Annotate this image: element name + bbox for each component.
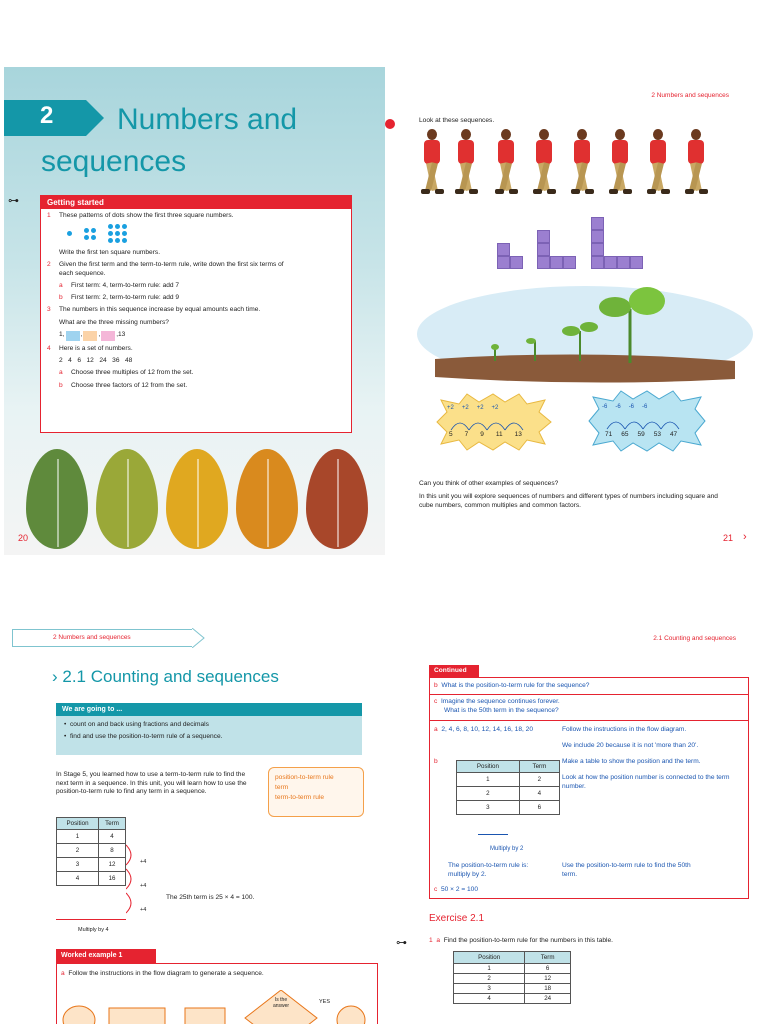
part-a-answer: a 2, 4, 6, 8, 10, 12, 14, 16, 18, 20 (434, 726, 533, 733)
running-head-tab (12, 629, 192, 647)
part-b-question: b What is the position-to-term rule for the sequence? (434, 682, 590, 689)
table-row: 3 12 (57, 858, 126, 872)
chapter-opener-spread (4, 67, 764, 555)
unit-intro: In this unit you will explore sequences of numbers and different types of numbers including square and cube numbers, common multiples and common factors. (419, 493, 718, 509)
we-are-going-to-box (56, 703, 362, 755)
table-row: 1 4 (57, 830, 126, 844)
part-letter: b (59, 381, 63, 389)
rule-answer: The position-to-term rule is: multiply by 2. (448, 862, 529, 878)
part-text: Choose three factors of 12 from the set. (71, 381, 188, 389)
table-row: 3 6 (457, 801, 560, 815)
missing-numbers-row: 1, , , ,13 (47, 331, 345, 341)
question-text: What are the three missing numbers? (59, 318, 169, 326)
question-text: The numbers in this sequence increase by equal amounts each time. (59, 306, 261, 314)
part-c-question: c Imagine the sequence continues forever. What is the 50th term in the sequence? (434, 698, 560, 714)
note: Make a table to show the position and the term. (562, 758, 701, 765)
step-labels: +4 +4 +4 (140, 859, 147, 913)
table-row: 1 2 (457, 773, 560, 787)
record-icon (385, 119, 395, 129)
leaf (236, 449, 298, 549)
objective-item: • find and use the position-to-term rule of a sequence. (64, 732, 223, 740)
running-head: 2 Numbers and sequences (651, 92, 729, 99)
lesson-left-page (4, 611, 384, 1024)
section-title: › 2.1 Counting and sequences (52, 667, 279, 686)
question-text: Can you think of other examples of sequences? (419, 480, 559, 487)
step-arcs (126, 841, 140, 915)
chapter-opener-right-page (385, 67, 764, 555)
plus-sequence-numbers: 5 7 9 11 13 (449, 431, 522, 438)
part-text: First term: 2, term-to-term rule: add 9 (71, 294, 180, 302)
q-number: 3 (47, 306, 51, 314)
blank-box (83, 331, 97, 341)
exercise-title: Exercise 2.1 (429, 913, 485, 924)
leaf (166, 449, 228, 549)
plant-growth-illustration (415, 279, 755, 394)
blank-box (101, 331, 115, 341)
key-icon: ⊶ (8, 195, 19, 207)
question-text: Write the first ten square numbers. (59, 249, 161, 257)
leaf (306, 449, 368, 549)
answer-table: Position Term 1 2 2 4 3 6 (456, 760, 560, 815)
running-head: 2 Numbers and sequences (53, 634, 131, 641)
running-head-arrow (192, 628, 206, 648)
exercise-table: Position Term 1 6 2 12 3 18 4 24 (453, 951, 571, 1004)
flow-diagram (61, 990, 371, 1024)
we-are-going-to-heading: We are going to ... (56, 703, 362, 716)
worked-example-box (56, 963, 378, 1024)
worked-example-heading: Worked example 1 (56, 949, 156, 963)
worked-example-part-a: a Follow the instructions in the flow diagram to generate a sequence. (61, 970, 264, 977)
position-term-table: Position Term 1 4 2 8 3 12 4 16 (56, 817, 126, 886)
getting-started-heading: Getting started (41, 196, 351, 209)
rule-note: Use the position-to-term rule to find the 50th term. (562, 862, 691, 878)
arrow-line (478, 834, 508, 835)
chapter-number: 2 (40, 102, 54, 129)
question-text: Given the first term and the term-to-term rule, write down the first six terms of each sequence. (59, 261, 284, 277)
lesson-spread (4, 611, 764, 1024)
part-letter: a (59, 369, 63, 377)
diamond-text: Is the answer (272, 997, 290, 1009)
question-text: Here is a set of numbers. (59, 344, 133, 352)
objective-item: • count on and back using fractions and decimals (64, 721, 209, 728)
blank-box (66, 331, 80, 341)
table-note: The 25th term is 25 × 4 = 100. (166, 894, 255, 901)
autumn-leaves-photo (24, 445, 364, 555)
chapter-title: Numbers and sequences (41, 103, 298, 178)
keyword: term (275, 784, 289, 792)
getting-started-box (40, 195, 352, 433)
keyword: term-to-term rule (275, 794, 325, 802)
intro-paragraph: In Stage 5, you learned how to use a term-to-term rule to find the next term in a sequence. In this unit, you will learn how to use the position-to-term rule to find any term in a sequence. (56, 771, 247, 796)
note: We include 20 because it is not 'more than 20'. (562, 742, 699, 749)
continued-heading: Continued (429, 665, 479, 677)
table-row: 2 12 (454, 974, 571, 984)
keywords-box (268, 767, 364, 817)
starburst-minus-six (585, 389, 709, 453)
minus-steps: -6 -6 -6 -6 (602, 404, 648, 410)
page-number-right: 21 (723, 533, 734, 543)
continued-box (429, 677, 749, 899)
q-number: 4 (47, 344, 51, 352)
yes-label: YES (319, 999, 331, 1005)
number-set: 2 4 6 12 24 36 48 (59, 357, 133, 365)
look-text: Look at these sequences. (419, 117, 495, 124)
key-icon: ⊶ (396, 937, 407, 949)
arrow-line (56, 919, 126, 920)
lesson-right-page (384, 611, 764, 1024)
leaf (26, 449, 88, 549)
square-dot-patterns (67, 224, 345, 243)
part-letter: b (59, 294, 63, 302)
table-row: 2 4 (457, 787, 560, 801)
note: Look at how the position number is connected to the term number. (562, 774, 730, 790)
table-row: 4 16 (57, 872, 126, 886)
minus-sequence-numbers: 71 65 59 53 47 (605, 431, 678, 438)
question-text: These patterns of dots show the first three square numbers. (59, 212, 234, 219)
part-c-answer: c 50 × 2 = 100 (434, 886, 479, 893)
starburst-plus-two (433, 392, 553, 452)
plus-steps: +2 +2 +2 +2 (447, 405, 499, 411)
q-number: 2 (47, 261, 51, 269)
multiply-label: Multiply by 4 (78, 927, 109, 933)
part-letter: a (59, 281, 63, 289)
page-number-left: 20 (18, 533, 29, 543)
multiply-label: Multiply by 2 (490, 846, 524, 852)
part-text: First term: 4, term-to-term rule: add 7 (71, 281, 180, 289)
question-1a: 1 a Find the position-to-term rule for the numbers in this table. (429, 937, 614, 944)
leaf (96, 449, 158, 549)
table-row: 2 8 (57, 844, 126, 858)
q-number: 1 (47, 212, 51, 219)
table-row: 1 6 (454, 964, 571, 974)
note: Follow the instructions in the flow diagram. (562, 726, 687, 733)
part-b-label: b (434, 758, 438, 765)
running-head: 2.1 Counting and sequences (653, 635, 736, 642)
table-row: 3 18 (454, 984, 571, 994)
part-text: Choose three multiples of 12 from the set. (71, 369, 194, 377)
chapter-opener-left-page (4, 67, 385, 555)
table-row: 4 24 (454, 994, 571, 1004)
keyword: position-to-term rule (275, 774, 334, 781)
next-page-chevron-icon[interactable]: › (743, 531, 747, 543)
